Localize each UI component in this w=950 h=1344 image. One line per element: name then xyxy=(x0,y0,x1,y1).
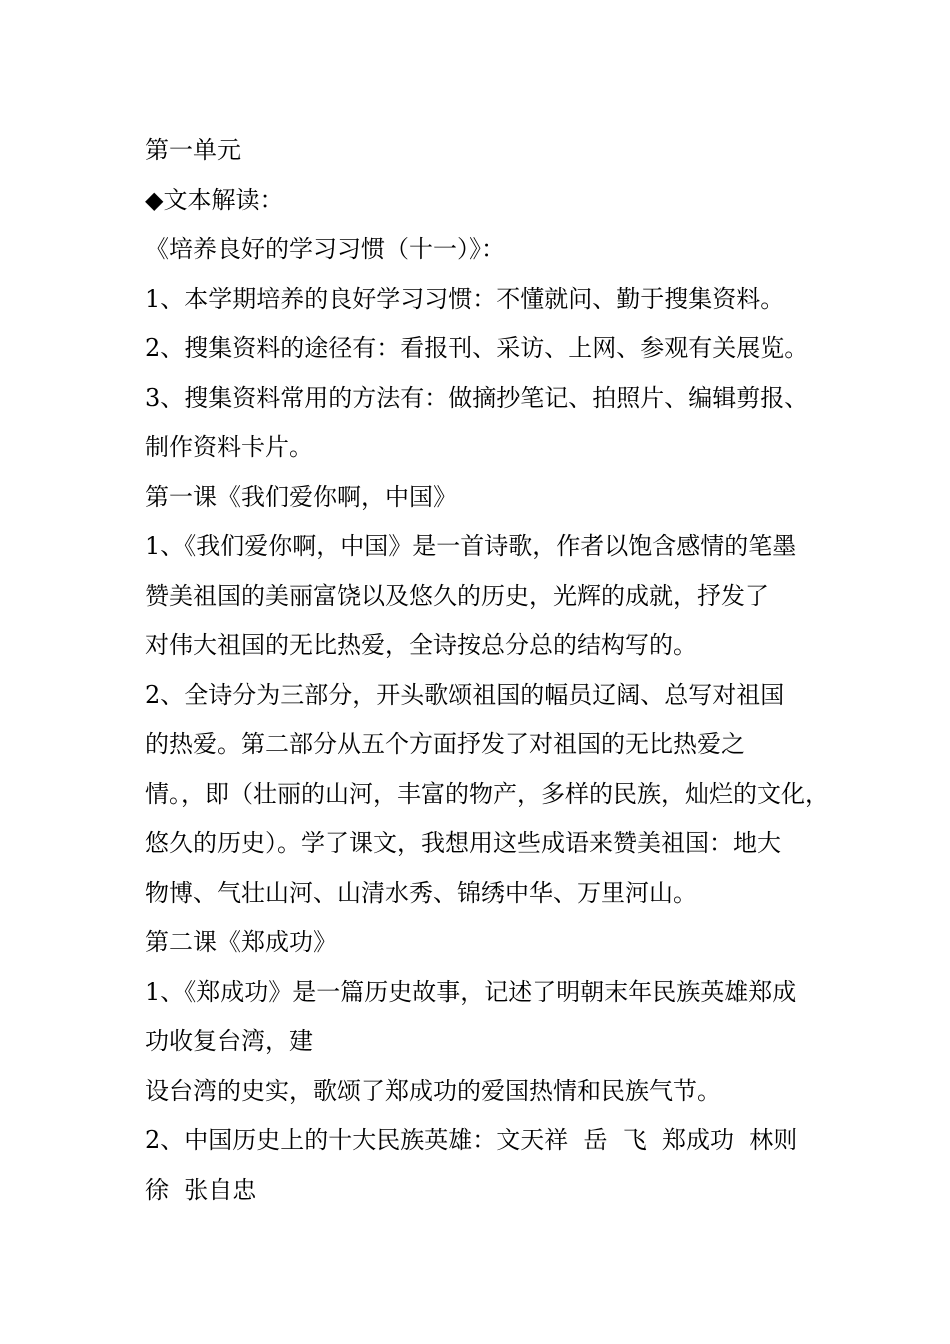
text-line: 情。，即（壮丽的山河，丰富的物产，多样的民族，灿烂的文化， xyxy=(145,779,829,808)
text-line: 的热爱。第二部分从五个方面抒发了对祖国的无比热爱之 xyxy=(145,730,745,758)
text-line: 1、《我们爱你啊，中国》是一首诗歌，作者以饱含感情的笔墨 xyxy=(145,532,797,560)
text-line: 功收复台湾，建 xyxy=(145,1027,313,1055)
lesson-2-heading: 第二课《郑成功》 xyxy=(145,928,337,956)
unit-heading: 第一单元 xyxy=(145,136,241,164)
document-body xyxy=(145,126,829,1215)
text-line: 徐 张自忠 xyxy=(145,1175,257,1204)
text-line: 物博、气壮山河、山清水秀、锦绣中华、万里河山。 xyxy=(145,878,697,907)
text-line: 1、《郑成功》是一篇历史故事，记述了明朝末年民族英雄郑成 xyxy=(145,977,797,1006)
text-line: 设台湾的史实，歌颂了郑成功的爱国热情和民族气节。 xyxy=(145,1076,721,1105)
text-line: 3、搜集资料常用的方法有：做摘抄笔记、拍照片、编辑剪报、 xyxy=(145,383,809,412)
text-line: 对伟大祖国的无比热爱，全诗按总分总的结构写的。 xyxy=(145,631,697,659)
text-line: 赞美祖国的美丽富饶以及悠久的历史，光辉的成就，抒发了 xyxy=(145,581,769,610)
text-line: 2、搜集资料的途径有：看报刊、采访、上网、参观有关展览。 xyxy=(145,334,809,362)
text-line: 1、本学期培养的良好学习习惯：不懂就问、勤于搜集资料。 xyxy=(145,284,785,313)
text-line: 2、全诗分为三部分，开头歌颂祖国的幅员辽阔、总写对祖国 xyxy=(145,680,785,709)
habit-title: 《培养良好的学习习惯（十一）》： xyxy=(145,235,505,263)
text-line: 悠久的历史）。学了课文，我想用这些成语来赞美祖国：地大 xyxy=(145,829,781,857)
text-line: 制作资料卡片。 xyxy=(145,433,313,461)
text-line: 2、中国历史上的十大民族英雄：文天祥 岳 飞 郑成功 林则 xyxy=(145,1126,798,1154)
section-label-text-reading: ◆文本解读： xyxy=(145,185,284,214)
lesson-1-heading: 第一课《我们爱你啊，中国》 xyxy=(145,482,457,511)
